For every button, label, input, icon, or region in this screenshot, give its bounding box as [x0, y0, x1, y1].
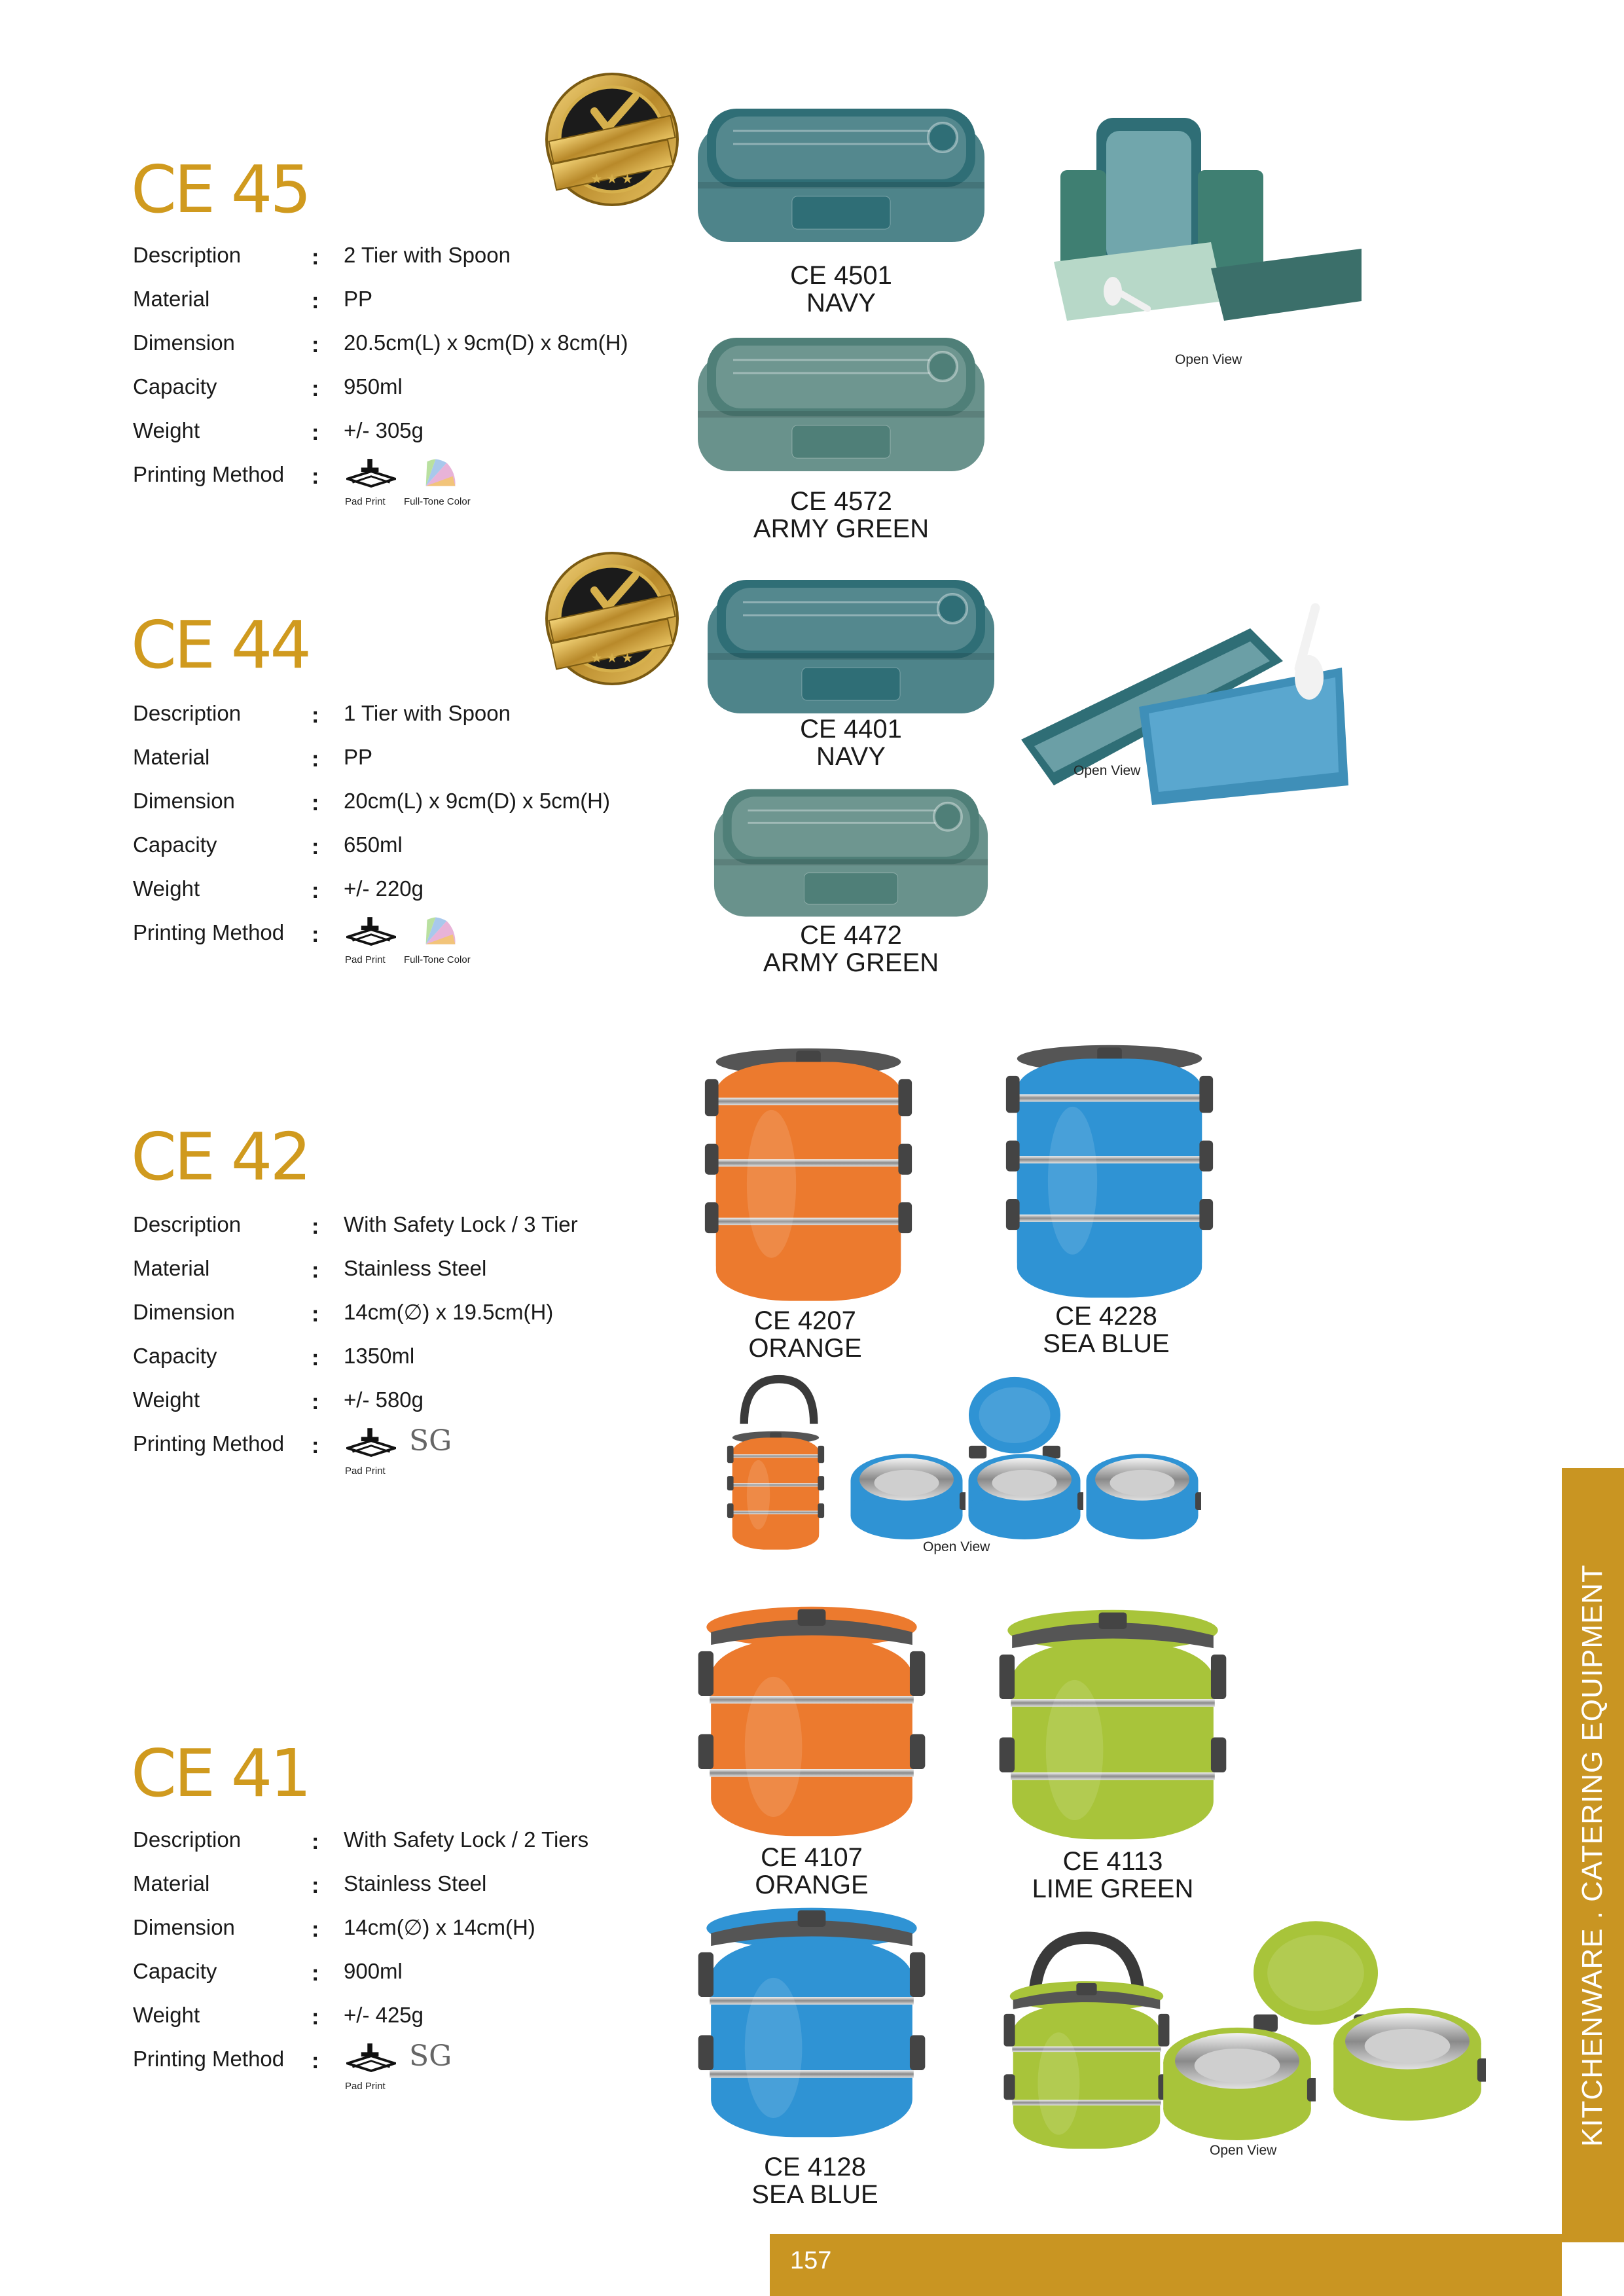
printing-methods [344, 916, 540, 965]
variant-caption [717, 922, 985, 977]
variant-color: ORANGE [748, 1334, 862, 1363]
spec-label: Capacity [133, 833, 217, 857]
bowl [1159, 2016, 1316, 2140]
variant-caption [674, 1307, 936, 1362]
variant-code: CE 4128 [764, 2153, 866, 2181]
spec-colon: : [312, 1390, 319, 1414]
spec-label: Dimension [133, 331, 235, 355]
product-code: CE 45 [131, 151, 310, 228]
spec-row-weight [133, 876, 657, 920]
spec-colon: : [312, 1258, 319, 1283]
product-image-ce4128 [694, 1901, 929, 2144]
spec-label: Dimension [133, 1300, 235, 1324]
spec-value: Stainless Steel [344, 1871, 487, 1895]
spec-row-weight [133, 2002, 657, 2046]
spec-label: Dimension [133, 1915, 235, 1939]
open-view-label: Open View [1210, 2143, 1277, 2158]
variant-code: CE 4107 [761, 1843, 863, 1872]
spec-label: Capacity [133, 1344, 217, 1368]
spec-label: Capacity [133, 374, 217, 399]
premium-quality-badge [543, 71, 681, 208]
spec-colon: : [312, 703, 319, 728]
spec-row-description [133, 700, 657, 744]
spec-colon: : [312, 2049, 319, 2073]
spec-colon: : [312, 464, 319, 489]
spec-label: Weight [133, 876, 200, 901]
pad-print-label: Pad Print [345, 2081, 386, 2092]
pad-print-label: Pad Print [345, 954, 386, 965]
spec-row-material [133, 1255, 657, 1299]
spec-row-dimension [133, 1299, 657, 1343]
stacked-container [1001, 1977, 1172, 2153]
spec-row-dimension [133, 788, 657, 832]
spec-value: 1350ml [344, 1344, 415, 1368]
full-tone-color-label: Full-Tone Color [404, 496, 471, 507]
spec-label: Weight [133, 418, 200, 442]
spec-value: 1 Tier with Spoon [344, 701, 511, 725]
spec-row-description [133, 1211, 657, 1255]
spec-row-printing [133, 2039, 657, 2092]
spec-value: With Safety Lock / 2 Tiers [344, 1827, 589, 1852]
variant-code: CE 4501 [790, 261, 892, 290]
side-label [1562, 1468, 1624, 2242]
variant-code: CE 4472 [800, 921, 902, 950]
spec-colon: : [312, 332, 319, 357]
spec-label: Description [133, 1827, 242, 1852]
spec-colon: : [312, 1346, 319, 1371]
spec-colon: : [312, 922, 319, 947]
variant-color: LIME GREEN [1032, 1874, 1194, 1903]
spec-row-capacity [133, 832, 657, 876]
variant-color: SEA BLUE [751, 2180, 878, 2209]
variant-caption [982, 1848, 1244, 1903]
product-image-ce4107 [694, 1600, 929, 1842]
spec-label: Material [133, 1871, 210, 1895]
spec-value: 950ml [344, 374, 403, 399]
product-code: CE 41 [131, 1735, 310, 1812]
variant-color: ARMY GREEN [763, 948, 939, 977]
spec-value: 20cm(L) x 9cm(D) x 5cm(H) [344, 789, 611, 813]
pad-print-icon [346, 2042, 396, 2073]
bowl [1329, 1996, 1486, 2121]
variant-color: ARMY GREEN [753, 514, 929, 543]
spec-colon: : [312, 1302, 319, 1327]
product-code: CE 42 [131, 1119, 310, 1195]
spec-label: Printing Method [133, 462, 285, 486]
open-view-label: Open View [1074, 763, 1141, 778]
spec-label: Description [133, 1212, 242, 1236]
spec-label: Material [133, 287, 210, 311]
spec-value: 14cm(∅) x 19.5cm(H) [344, 1300, 554, 1324]
spec-row-capacity [133, 1343, 657, 1387]
spec-colon: : [312, 1214, 319, 1239]
bowl [965, 1443, 1083, 1541]
spec-label: Weight [133, 1388, 200, 1412]
spec-colon: : [312, 834, 319, 859]
sg-mark: SG [409, 1424, 452, 1458]
open-view-image [1034, 105, 1375, 367]
product-image-ce4401 [694, 576, 1008, 720]
spec-colon: : [312, 2005, 319, 2030]
spec-row-material [133, 286, 657, 330]
pad-print-icon [346, 916, 396, 947]
spec-value: 2 Tier with Spoon [344, 243, 511, 267]
spec-value: 650ml [344, 833, 403, 857]
spec-label: Dimension [133, 789, 235, 813]
spec-colon: : [312, 420, 319, 445]
product-image-ce4113 [995, 1604, 1231, 1846]
spec-table [133, 1211, 657, 1475]
spec-colon: : [312, 747, 319, 772]
spec-row-printing [133, 1424, 657, 1477]
printing-methods [344, 457, 540, 507]
spec-table [133, 700, 657, 963]
variant-color: SEA BLUE [1043, 1329, 1170, 1358]
spec-colon: : [312, 1917, 319, 1942]
sg-mark: SG [409, 2039, 452, 2073]
variant-caption [681, 1844, 943, 1899]
variant-code: CE 4113 [1062, 1847, 1163, 1876]
variant-caption [707, 488, 975, 543]
spec-row-dimension [133, 1914, 657, 1958]
variant-caption [717, 715, 985, 770]
spec-value: +/- 425g [344, 2003, 424, 2027]
open-view-image [1015, 589, 1355, 825]
side-label-text: KITCHENWARE . CATERING EQUIPMENT [1576, 1564, 1609, 2147]
spec-colon: : [312, 1961, 319, 1986]
product-image-ce4472 [694, 785, 1008, 923]
full-tone-color-icon [422, 457, 459, 489]
spec-label: Weight [133, 2003, 200, 2027]
pad-print-icon [346, 457, 396, 489]
spec-colon: : [312, 245, 319, 270]
spec-value: PP [344, 287, 373, 311]
variant-code: CE 4572 [790, 487, 892, 516]
variant-color: NAVY [806, 289, 876, 317]
spec-colon: : [312, 1433, 319, 1458]
spec-colon: : [312, 791, 319, 816]
spec-row-capacity [133, 374, 657, 418]
bowl [1083, 1443, 1201, 1541]
product-code: CE 44 [131, 607, 310, 683]
spec-row-material [133, 1871, 657, 1914]
full-tone-color-label: Full-Tone Color [404, 954, 471, 965]
variant-color: NAVY [816, 742, 886, 771]
spec-row-weight [133, 418, 657, 461]
variant-color: ORANGE [755, 1871, 869, 1899]
pad-print-icon [346, 1427, 396, 1458]
full-tone-color-icon [422, 916, 459, 947]
page-number: 157 [790, 2247, 832, 2274]
product-image-ce4207 [704, 1041, 913, 1302]
spec-colon: : [312, 289, 319, 314]
spec-row-description [133, 1827, 657, 1871]
pad-print-label: Pad Print [345, 1465, 386, 1477]
spec-label: Description [133, 701, 242, 725]
spec-colon: : [312, 878, 319, 903]
spec-value: +/- 305g [344, 418, 424, 442]
spec-value: With Safety Lock / 3 Tier [344, 1212, 578, 1236]
spec-row-weight [133, 1387, 657, 1431]
product-image-ce4228 [1005, 1037, 1214, 1299]
printing-methods [344, 1424, 540, 1477]
spec-label: Material [133, 1256, 210, 1280]
spec-label: Material [133, 745, 210, 769]
product-image-ce4501 [694, 98, 988, 255]
printing-methods [344, 2039, 540, 2092]
product-image-ce4572 [694, 327, 988, 484]
variant-caption [684, 2153, 946, 2208]
spec-row-capacity [133, 1958, 657, 2002]
spec-label: Printing Method [133, 1431, 285, 1456]
footer-band [770, 2234, 1562, 2296]
spec-value: 14cm(∅) x 14cm(H) [344, 1915, 535, 1939]
spec-value: 20.5cm(L) x 9cm(D) x 8cm(H) [344, 331, 628, 355]
spec-label: Printing Method [133, 920, 285, 944]
variant-caption [707, 262, 975, 317]
spec-colon: : [312, 1873, 319, 1898]
open-view-image [1001, 1918, 1499, 2153]
spec-table [133, 242, 657, 505]
open-view-label: Open View [1175, 352, 1242, 367]
spec-row-material [133, 744, 657, 788]
spec-value: PP [344, 745, 373, 769]
spec-label: Capacity [133, 1959, 217, 1983]
spec-colon: : [312, 1829, 319, 1854]
variant-code: CE 4207 [754, 1306, 856, 1335]
spec-row-dimension [133, 330, 657, 374]
spec-table [133, 1827, 657, 2090]
variant-code: CE 4228 [1055, 1302, 1157, 1331]
spec-value: Stainless Steel [344, 1256, 487, 1280]
stacked-container [727, 1410, 825, 1568]
spec-value: 900ml [344, 1959, 403, 1983]
spec-value: +/- 580g [344, 1388, 424, 1412]
spec-colon: : [312, 376, 319, 401]
variant-caption [975, 1302, 1237, 1357]
spec-row-printing [133, 461, 657, 505]
spec-label: Description [133, 243, 242, 267]
premium-quality-badge [543, 550, 681, 687]
open-view-label: Open View [923, 1539, 990, 1554]
spec-row-description [133, 242, 657, 286]
spec-row-printing [133, 920, 657, 963]
pad-print-label: Pad Print [345, 496, 386, 507]
bowl [848, 1443, 965, 1541]
spec-value: +/- 220g [344, 876, 424, 901]
variant-code: CE 4401 [800, 715, 902, 744]
spec-label: Printing Method [133, 2047, 285, 2071]
